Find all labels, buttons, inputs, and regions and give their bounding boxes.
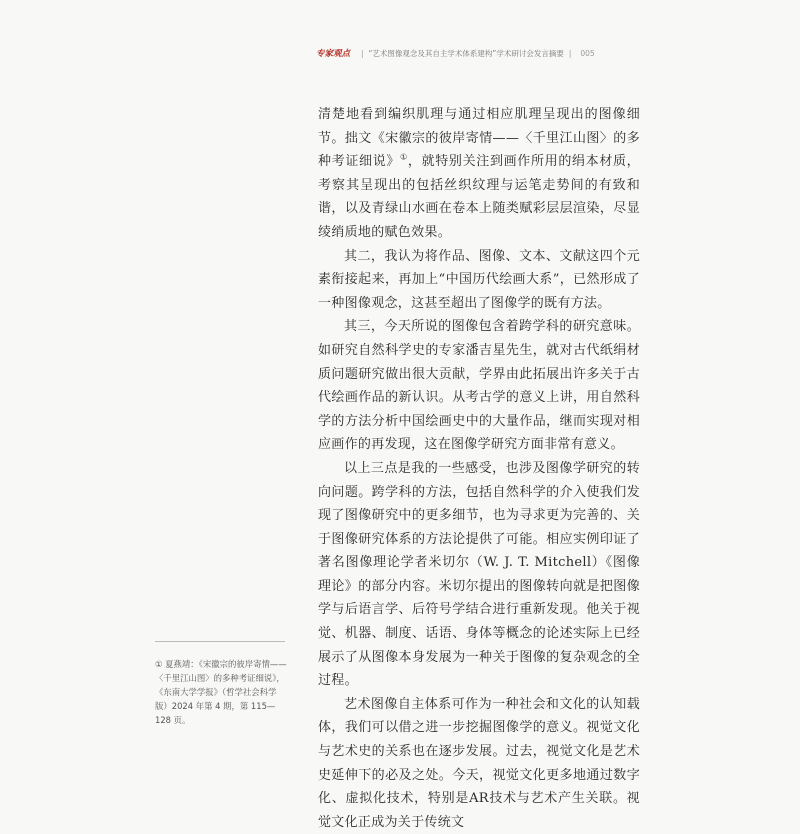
footnote-divider [155,641,285,642]
header-separator: | [361,48,364,58]
running-header [316,45,756,61]
paragraph-5: 艺术图像自主体系可作为一种社会和文化的认知载体，我们可以借之进一步挖掘图像学的意义。视觉文化与艺术史的关系也在逐步发展。过去，视觉文化是艺术史延伸下的必及之处。今天，视觉文化更多地通过数字化、虚拟化技术，特别是AR技术与艺术产生关联。视觉文化正成为关于传统文 [318,696,640,830]
paragraph-1 [318,103,640,245]
footnote: ① 夏燕靖：《宋徽宗的彼岸寄情——〈千里江山图〉的多种考证细说》，《东南大学学报》（哲学社会科学版）2024 年第 4 期，第 115—128 页。 [155,659,287,725]
header-title: “艺术图像观念及其自主学术体系建构”学术研讨会发言摘要 [368,48,564,58]
paragraph-4: 以上三点是我的一些感受，也涉及图像学研究的转向问题。跨学科的方法，包括自然科学的介入使我们发现了图像研究中的更多细节，也为寻求更为完善的、关于图像研究体系的方法论提供了可能。相应实例印证了著名图像理论学者米切尔（W. J. T. Mitchell）《图像理论》的部分内容。米切尔提出的图像转向就是把图像学与后语言学、后符号学结合进行重新发现。他关于视觉、机器、制度、话语、身体等概念的论述实际上已经展示了从图像本身发展为一种关于图像的复杂观念的全过程。 [318,460,640,689]
paragraph-3: 其三，今天所说的图像包含着跨学科的研究意味。如研究自然科学史的专家潘吉星先生，就对古代纸绢材质问题研究做出很大贡献，学界由此拓展出许多关于古代绘画作品的新认识。从考古学的意义上讲，用自然科学的方法分析中国绘画史中的大量作品，继而实现对相应画作的再发现，这在图像学研究方面非常有意义。 [318,319,640,453]
section-label: 专家观点 [316,49,351,59]
paragraph-1-text: 清楚地看到编织肌理与通过相应肌理呈现出的图像细节。拙文《宋徽宗的彼岸寄情——〈千里江山图〉的多种考证细说》 [318,107,640,170]
paragraph-1-tail: ，就特别关注到画作所用的绢本材质，考察其呈现出的包括丝织纹理与运笔走势间的有致和谐，以及青绿山水画在卷本上随类赋彩层层渲染，尽显绫绡质地的赋色效果。 [318,154,640,240]
paragraph-2: 其二，我认为将作品、图像、文本、文献这四个元素衔接起来，再加上“中国历代绘画大系”，已然形成了一种图像观念，这甚至超出了图像学的既有方法。 [318,248,640,311]
header-separator-2: | [568,48,572,58]
page-number: 005 [580,48,595,58]
body-text [318,103,640,834]
footnote-reference[interactable]: ① [400,152,408,162]
